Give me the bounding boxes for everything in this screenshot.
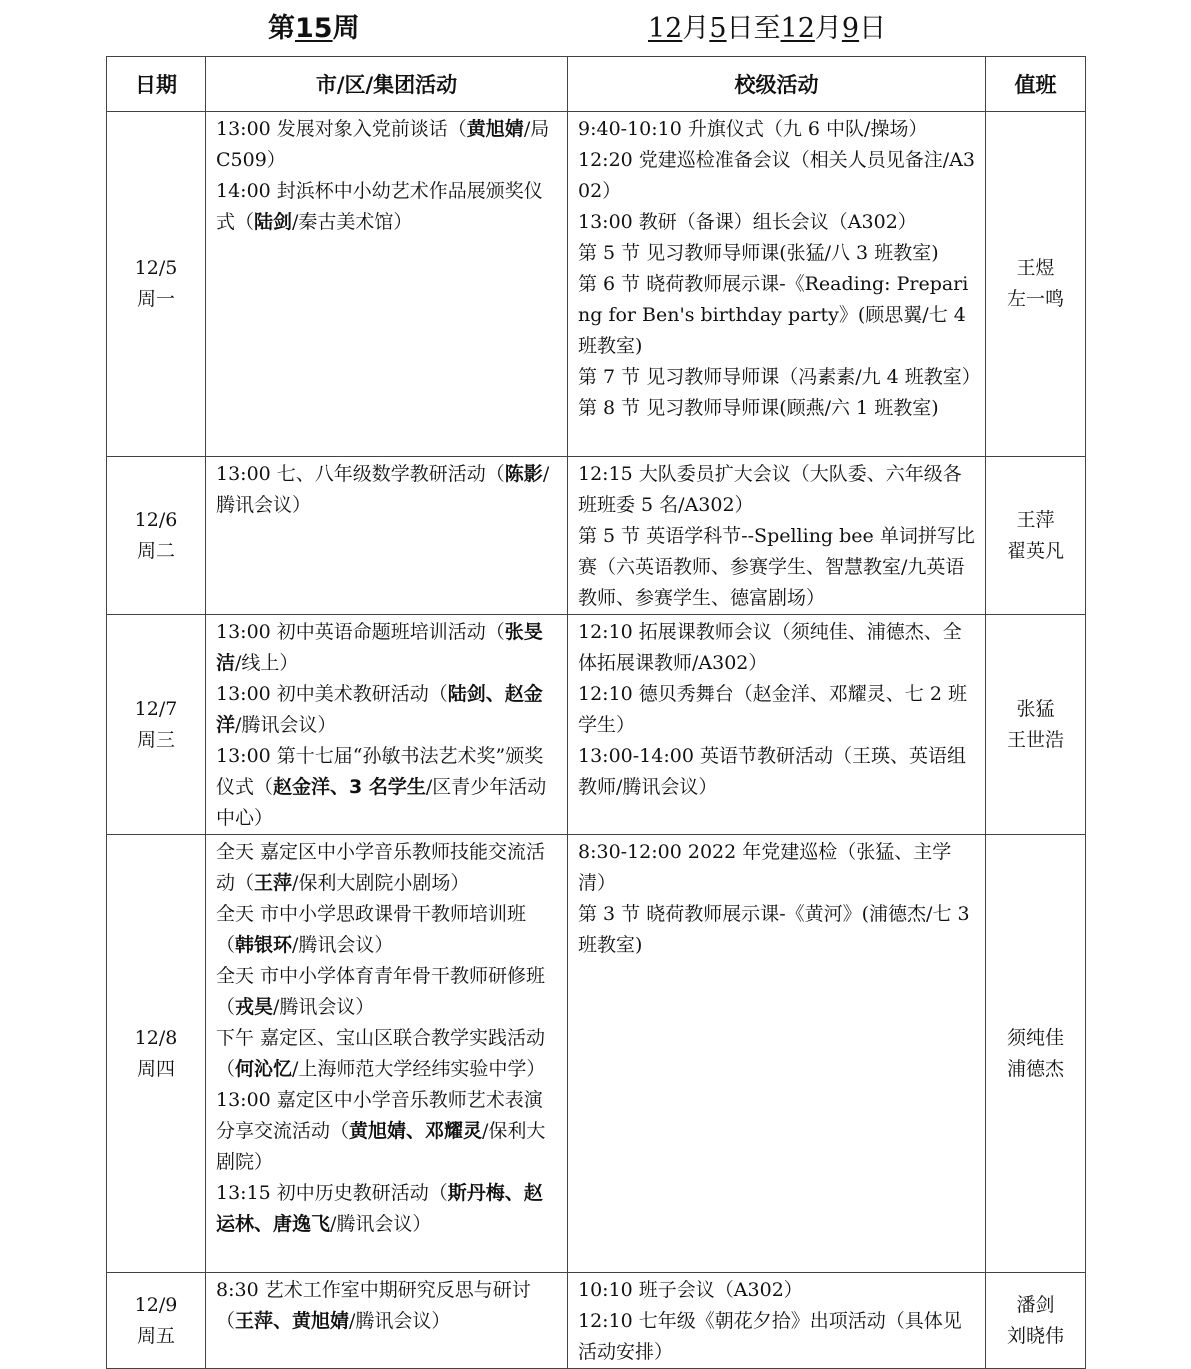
activity-item [578, 837, 977, 899]
activity-item [578, 362, 981, 393]
activity-text: 第 7 节 见习教师导师课（冯素素/九 4 班教室） [578, 366, 981, 388]
activity-item [578, 521, 977, 614]
title-row [0, 0, 1191, 56]
activity-text: /腾讯会议） [292, 934, 394, 956]
date-range [648, 6, 886, 45]
date-value: 12/7 [134, 697, 178, 720]
activity-item [216, 176, 559, 238]
duty-person: 王萍 [1016, 508, 1055, 531]
day-label: 日至 [726, 13, 781, 44]
person-name: 戎昊 [235, 996, 274, 1018]
district-activities-cell [206, 1273, 568, 1369]
activity-text: 12:10 德贝秀舞台（赵金洋、邓耀灵、七 2 班学生） [578, 683, 967, 736]
duty-person: 王世浩 [1006, 728, 1064, 751]
activity-text: 12:20 党建巡检准备会议（相关人员见备注/A302） [578, 149, 976, 202]
activity-text: 13:00 七、八年级数学教研活动（ [216, 463, 505, 485]
duty-person: 刘晓伟 [1006, 1324, 1064, 1347]
weekday-value: 周四 [136, 1057, 175, 1080]
person-name: 陆剑 [254, 211, 293, 233]
activity-item [578, 393, 977, 424]
weekday-value: 周一 [136, 288, 175, 310]
activity-text: 第 6 节 晓荷教师展示课-《Reading: Preparing for Ben's birthday party》(顾思翼/七 4 班教室) [578, 273, 969, 357]
person-name: 赵金洋、3 名学生 [273, 776, 426, 798]
activity-item [216, 837, 559, 899]
activity-text: 12:10 七年级《朝花夕拾》出项活动（具体见活动安排） [578, 1310, 962, 1363]
person-name: 王萍 [254, 872, 293, 894]
activity-item [216, 1178, 559, 1240]
start-month: 12 [648, 13, 683, 44]
month-label: 月 [814, 13, 842, 44]
week-title [268, 6, 360, 45]
activity-text: 第 8 节 见习教师导师课(顾燕/六 1 班教室) [578, 397, 939, 419]
district-activities-cell [206, 835, 568, 1273]
person-name: 斯丹梅、赵运林、唐逸飞 [216, 1182, 543, 1235]
week-prefix: 第 [268, 13, 295, 44]
date-value: 12/8 [134, 1026, 178, 1049]
header-row [107, 57, 1086, 112]
activity-text: /上海师范大学经纬实验中学） [292, 1058, 546, 1080]
district-activities-cell [206, 615, 568, 835]
activity-item [216, 617, 559, 679]
date-value: 12/5 [134, 257, 178, 279]
activity-text: 下午 嘉定区、宝山区联合教学实践活动（ [216, 1027, 546, 1080]
activity-text: 14:00 封浜杯中小幼艺术作品展颁奖仪式（ [216, 180, 543, 233]
activity-item [216, 1275, 559, 1337]
weekday-value: 周二 [136, 539, 175, 562]
day-label: 日 [859, 13, 887, 44]
activity-item [578, 207, 977, 238]
activity-text: /局 C509） [216, 118, 550, 171]
duty-person: 王煜 [1016, 257, 1055, 279]
activity-text: 12:15 大队委员扩大会议（大队委、六年级各班班委 5 名/A302） [578, 463, 962, 516]
person-name: 何沁忆 [235, 1058, 293, 1080]
activity-item [578, 617, 977, 679]
duty-cell [986, 1273, 1086, 1369]
week-number: 15 [295, 13, 333, 44]
activity-text: 13:00 教研（备课）组长会议（A302） [578, 211, 917, 233]
person-name: 张旻洁 [216, 621, 543, 674]
activity-text: /区青少年活动中心） [216, 776, 547, 829]
activity-text: /腾讯会议） [349, 1310, 451, 1332]
end-month: 12 [780, 13, 815, 44]
activity-item [216, 1085, 559, 1178]
activity-text: 第 5 节 英语学科节--Spelling bee 单词拼写比赛（六英语教师、参赛学生、智慧教室/九英语教师、参赛学生、德富剧场） [578, 525, 975, 609]
table-row [107, 615, 1086, 835]
activity-text: 13:00-14:00 英语节教研活动（王瑛、英语组教师/腾讯会议） [578, 745, 966, 798]
date-cell [107, 835, 206, 1273]
activity-item [578, 1275, 977, 1306]
activity-item [578, 459, 977, 521]
activity-text: 全天 市中小学体育青年骨干教师研修班（ [216, 965, 546, 1018]
school-activities-cell [568, 457, 986, 615]
school-activities-cell [568, 112, 986, 457]
activity-item [578, 269, 977, 362]
person-name: 韩银环 [235, 934, 293, 956]
date-value: 12/6 [134, 508, 178, 531]
table-row [107, 457, 1086, 615]
activity-item [578, 679, 977, 741]
activity-item [578, 238, 977, 269]
weekday-value: 周三 [136, 728, 175, 751]
activity-text: /腾讯会议） [235, 714, 337, 736]
activity-text: /保利大剧院小剧场） [292, 872, 470, 894]
date-value: 12/9 [134, 1293, 178, 1316]
start-day: 5 [709, 13, 727, 44]
column-header-district-activities: 市/区/集团活动 [206, 57, 568, 112]
activity-item [216, 1023, 559, 1085]
activity-item [578, 145, 977, 207]
activity-text: /腾讯会议） [330, 1213, 432, 1235]
date-cell [107, 1273, 206, 1369]
table-row [107, 112, 1086, 457]
activity-item [216, 741, 559, 834]
activity-item [578, 114, 977, 145]
person-name: 黄旭婧、邓耀灵 [349, 1120, 483, 1142]
activity-text: 第 5 节 见习教师导师课(张猛/八 3 班教室) [578, 242, 939, 264]
district-activities-cell [206, 112, 568, 457]
duty-person: 张猛 [1016, 697, 1055, 720]
table-row [107, 835, 1086, 1273]
activity-item [216, 961, 559, 1023]
activity-item [216, 114, 559, 176]
activity-text: 8:30 艺术工作室中期研究反思与研讨（ [216, 1279, 531, 1332]
schedule-table [106, 56, 1086, 1369]
column-header-school-activities: 校级活动 [568, 57, 986, 112]
activity-text: 10:10 班子会议（A302） [578, 1279, 803, 1301]
activity-text: 13:00 嘉定区中小学音乐教师艺术表演分享交流活动（ [216, 1089, 543, 1142]
activity-text: 13:00 初中英语命题班培训活动（ [216, 621, 505, 643]
duty-cell [986, 457, 1086, 615]
month-label: 月 [682, 13, 710, 44]
duty-person: 浦德杰 [1006, 1057, 1064, 1080]
duty-cell [986, 835, 1086, 1273]
school-activities-cell [568, 1273, 986, 1369]
district-activities-cell [206, 457, 568, 615]
activity-item [216, 899, 559, 961]
duty-person: 须纯佳 [1006, 1026, 1064, 1049]
activity-text: 全天 嘉定区中小学音乐教师技能交流活动（ [216, 841, 546, 894]
week-suffix: 周 [332, 13, 360, 44]
activity-text: 12:10 拓展课教师会议（须纯佳、浦德杰、全体拓展课教师/A302） [578, 621, 962, 674]
activity-item [216, 459, 559, 521]
duty-person: 翟英凡 [1006, 539, 1064, 562]
activity-text: 全天 市中小学思政课骨干教师培训班（ [216, 903, 527, 956]
activity-text: 第 3 节 晓荷教师展示课-《黄河》(浦德杰/七 3 班教室) [578, 903, 970, 956]
column-header-date: 日期 [107, 57, 206, 112]
activity-item [216, 679, 559, 741]
duty-person: 左一鸣 [1006, 288, 1064, 310]
date-cell [107, 112, 206, 457]
date-cell [107, 615, 206, 835]
person-name: 黄旭婧 [466, 118, 524, 140]
activity-text: /线上） [235, 652, 299, 674]
activity-item [578, 741, 977, 803]
activity-text: /腾讯会议） [273, 996, 375, 1018]
duty-cell [986, 615, 1086, 835]
column-header-duty: 值班 [986, 57, 1086, 112]
activity-item [578, 899, 977, 961]
table-row [107, 1273, 1086, 1369]
school-activities-cell [568, 835, 986, 1273]
activity-text: 13:15 初中历史教研活动（ [216, 1182, 448, 1204]
activity-text: /秦古美术馆） [292, 211, 413, 233]
school-activities-cell [568, 615, 986, 835]
activity-text: /保利大剧院） [216, 1120, 546, 1173]
end-day: 9 [841, 13, 860, 44]
weekday-value: 周五 [136, 1324, 175, 1347]
person-name: 陈影 [504, 463, 543, 485]
activity-text: 8:30-12:00 2022 年党建巡检（张猛、主学清） [578, 841, 952, 894]
person-name: 陆剑、赵金洋 [216, 683, 543, 736]
activity-text: 9:40-10:10 升旗仪式（九 6 中队/操场） [578, 118, 928, 140]
activity-text: 13:00 初中美术教研活动（ [216, 683, 448, 705]
duty-person: 潘剑 [1016, 1293, 1055, 1316]
activity-text: 13:00 发展对象入党前谈话（ [216, 118, 467, 140]
date-cell [107, 457, 206, 615]
duty-cell [986, 112, 1086, 457]
person-name: 王萍、黄旭婧 [235, 1310, 350, 1332]
activity-text: /腾讯会议） [216, 463, 550, 516]
activity-text: 13:00 第十七届“孙敏书法艺术奖”颁奖仪式（ [216, 745, 544, 798]
